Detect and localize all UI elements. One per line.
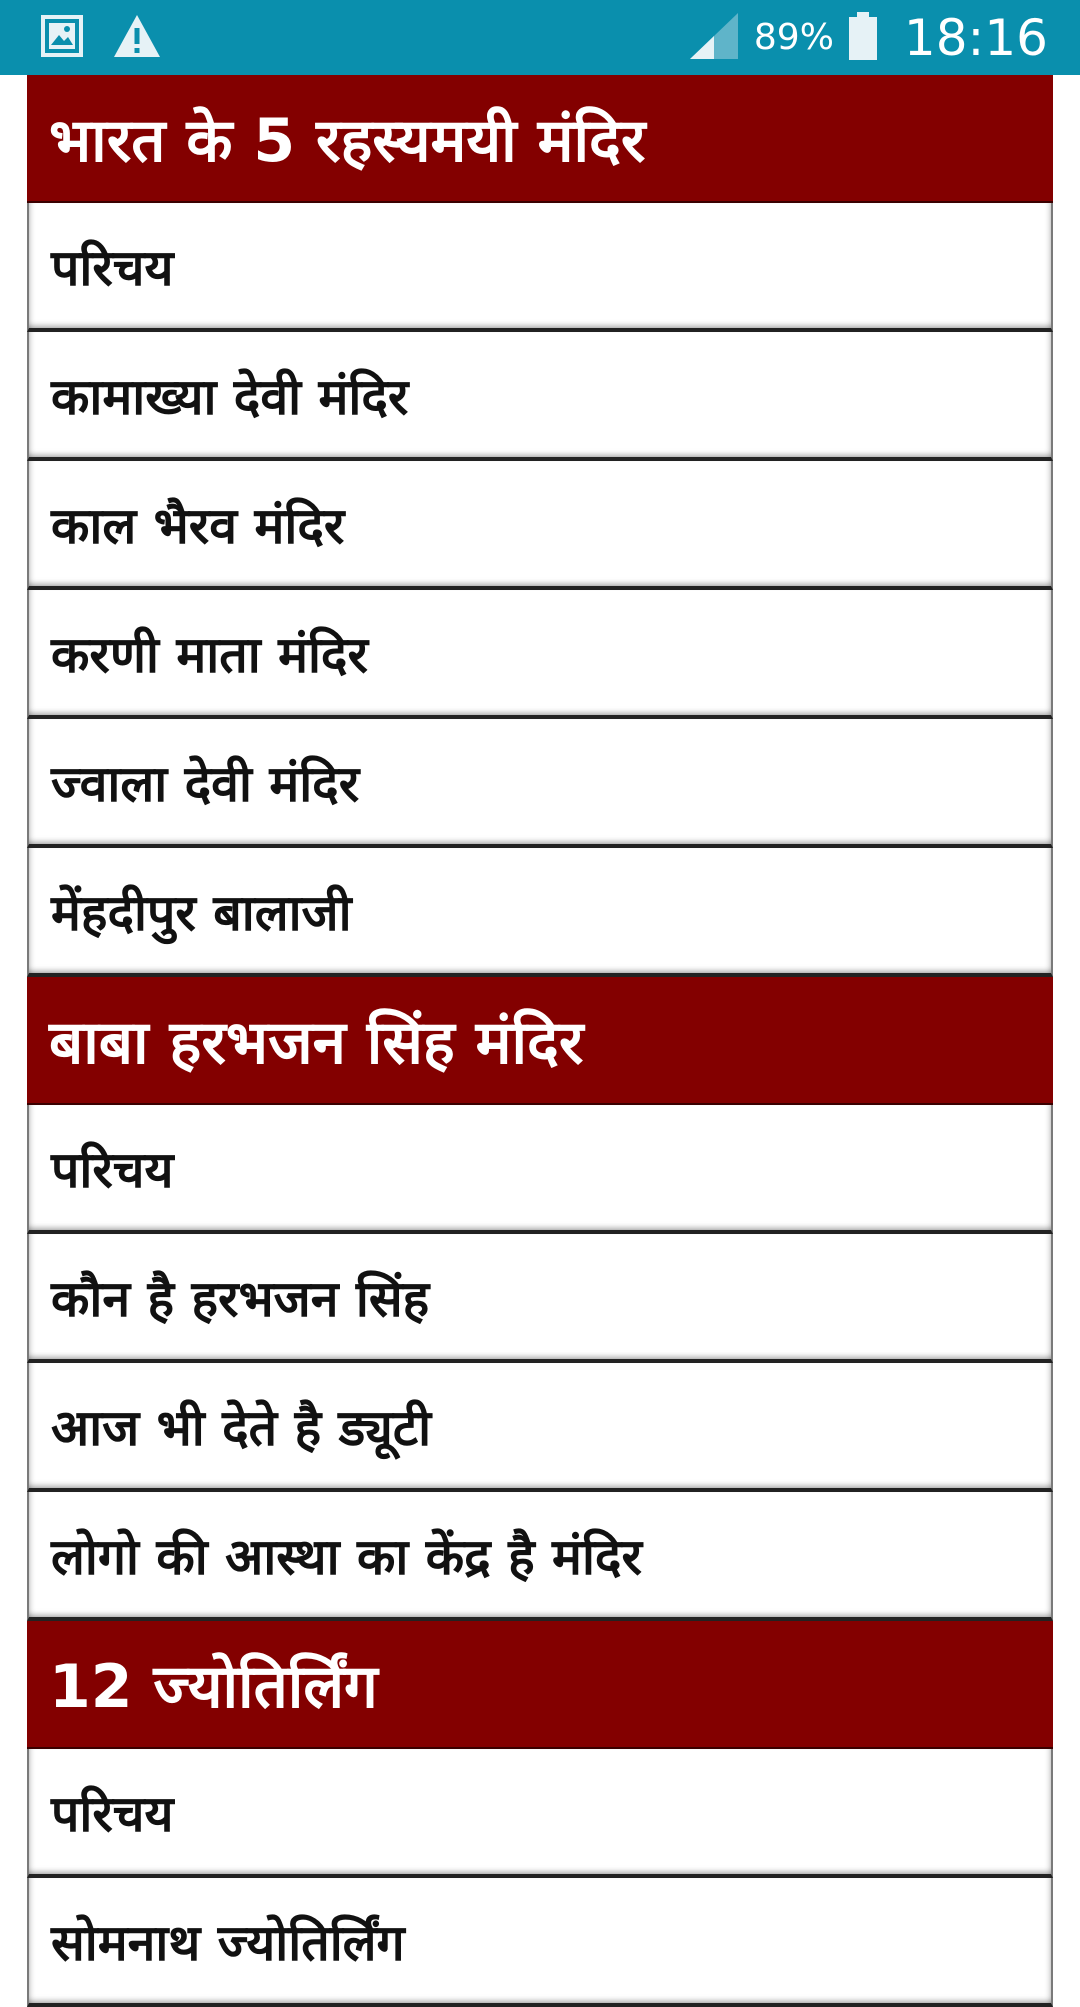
list-item[interactable]: सोमनाथ ज्योतिर्लिंग (27, 1878, 1053, 2007)
section-header[interactable]: बाबा हरभजन सिंह मंदिर (27, 977, 1053, 1105)
signal-icon (688, 11, 740, 65)
list-item[interactable]: ज्वाला देवी मंदिर (27, 719, 1053, 848)
list-item[interactable]: परिचय (27, 1105, 1053, 1234)
status-bar (0, 0, 1080, 75)
status-bar-left (40, 12, 162, 64)
section-header[interactable]: 12 ज्योतिर्लिंग (27, 1621, 1053, 1749)
warning-icon (112, 13, 162, 63)
list-item[interactable]: लोगो की आस्था का केंद्र है मंदिर (27, 1492, 1053, 1621)
list-item[interactable]: आज भी देते है ड्यूटी (27, 1363, 1053, 1492)
list-item[interactable]: परिचय (27, 1749, 1053, 1878)
list-item[interactable]: काल भैरव मंदिर (27, 461, 1053, 590)
list-item[interactable]: परिचय (27, 203, 1053, 332)
list-item[interactable]: करणी माता मंदिर (27, 590, 1053, 719)
list-item[interactable]: कामाख्या देवी मंदिर (27, 332, 1053, 461)
topic-list (27, 75, 1053, 2007)
battery-percent: 89% (753, 17, 834, 58)
list-item[interactable]: कौन है हरभजन सिंह (27, 1234, 1053, 1363)
status-bar-right (688, 0, 1048, 75)
status-time: 18:16 (903, 8, 1048, 67)
section-header[interactable]: भारत के 5 रहस्यमयी मंदिर (27, 75, 1053, 203)
gallery-icon (40, 14, 84, 62)
list-item[interactable]: मेंहदीपुर बालाजी (27, 848, 1053, 977)
battery-icon (848, 11, 878, 65)
